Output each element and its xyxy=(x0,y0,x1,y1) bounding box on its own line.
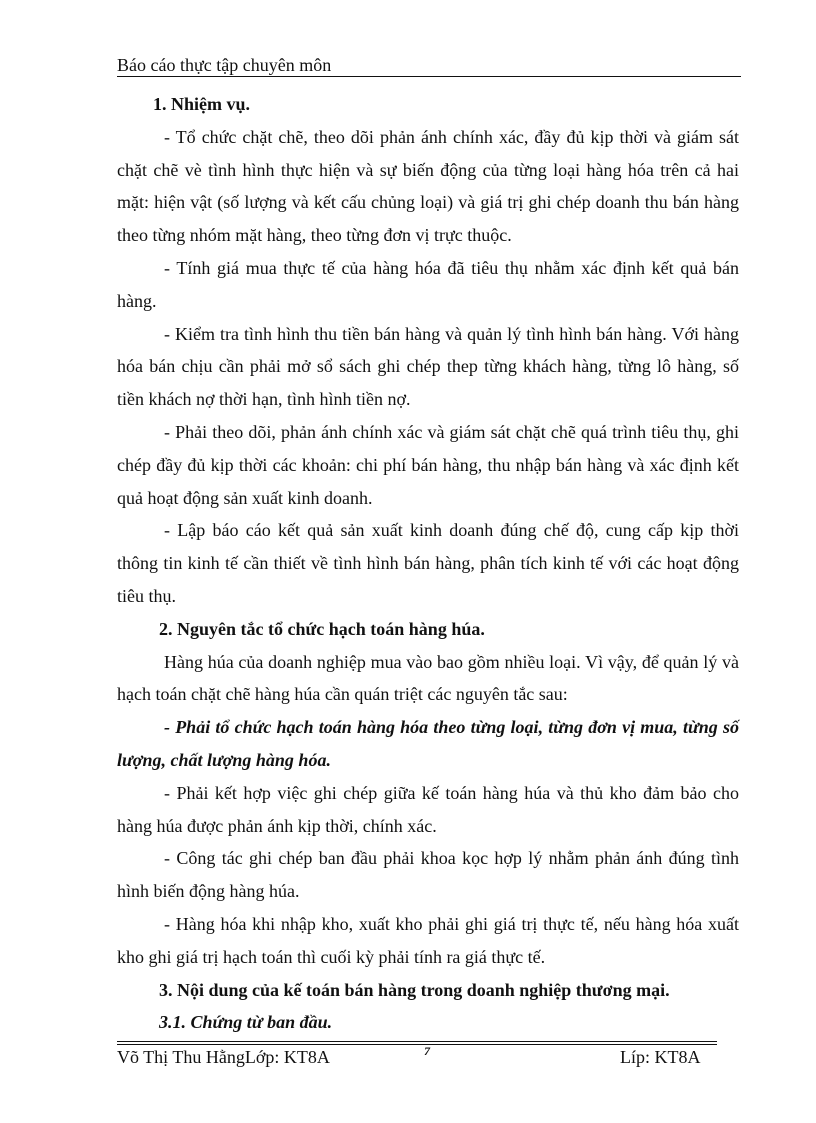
document-body xyxy=(117,88,739,1039)
emphasized-paragraph: - Phải tổ chức hạch toán hàng hóa theo từng loại, từng đơn vị mua, từng số lượng, chất lượng hàng hóa. xyxy=(117,717,739,770)
paragraph: - Tính giá mua thực tế của hàng hóa đã tiêu thụ nhằm xác định kết quả bán hàng. xyxy=(117,257,739,311)
paragraph: - Công tác ghi chép ban đầu phải khoa kọc hợp lý nhằm phản ánh đúng tình hình biến động hàng húa. xyxy=(117,848,739,902)
footer-class: Líp: KT8A xyxy=(620,1047,701,1067)
paragraph: - Phải theo dõi, phản ánh chính xác và giám sát chặt chẽ quá trình tiêu thụ, ghi chép đầy đủ kịp thời các khoản: chi phí bán hàng, thu nhập bán hàng và xác định kết quả hoạt động sản xuất kinh doanh. xyxy=(117,421,739,508)
paragraph: - Tổ chức chặt chẽ, theo dõi phản ánh chính xác, đầy đủ kịp thời và giám sát chặt chẽ vè tình hình thực hiện và sự biến động của từng loại hàng hóa trên cả hai mặt: hiện vật (số lượng và kết cấu chủng loại) và giá trị ghi chép doanh thu bán hàng theo từng nhóm mặt hàng, theo từng đơn vị trực thuộc. xyxy=(117,126,739,246)
paragraph: - Lập báo cáo kết quả sản xuất kinh doanh đúng chế độ, cung cấp kịp thời thông tin kinh tế cần thiết về tình hình bán hàng, phân tích kinh tế với các hoạt động tiêu thụ. xyxy=(117,520,739,606)
heading-nhiem-vu: 1. Nhiệm vụ. xyxy=(153,94,251,114)
paragraph: Hàng húa của doanh nghiệp mua vào bao gồm nhiều loại. Vì vậy, để quản lý và hạch toán chặt chẽ hàng húa cần quán triệt các nguyên tắc sau: xyxy=(117,651,739,705)
page-number: 7 xyxy=(424,1044,430,1058)
subheading-chung-tu: 3.1. Chứng từ ban đầu. xyxy=(159,1012,333,1033)
paragraph: - Kiểm tra tình hình thu tiền bán hàng và quản lý tình hình bán hàng. Với hàng hóa bán chịu cần phải mở sổ sách ghi chép thep từng khách hàng, từng lô hàng, số tiền khách nợ thời hạn, tình hình tiền nợ. xyxy=(117,323,739,410)
footer-divider xyxy=(117,1041,717,1042)
heading-noi-dung: 3. Nội dung của kế toán bán hàng trong doanh nghiệp thương mại. xyxy=(159,979,670,1000)
footer-divider xyxy=(117,1044,717,1045)
paragraph: - Hàng hóa khi nhập kho, xuất kho phải ghi giá trị thực tế, nếu hàng hóa xuất kho ghi giá trị hạch toán thì cuối kỳ phải tính ra giá thực tế. xyxy=(117,913,739,967)
footer-author: Võ Thị Thu HằngLớp: KT8A xyxy=(117,1047,330,1067)
header-divider xyxy=(117,76,741,77)
page-header-title: Báo cáo thực tập chuyên môn xyxy=(117,55,332,75)
paragraph: - Phải kết hợp việc ghi chép giữa kế toán hàng húa và thủ kho đảm bảo cho hàng húa được phản ánh kịp thời, chính xác. xyxy=(117,782,739,836)
heading-nguyen-tac: 2. Nguyên tắc tổ chức hạch toán hàng húa. xyxy=(159,618,485,639)
